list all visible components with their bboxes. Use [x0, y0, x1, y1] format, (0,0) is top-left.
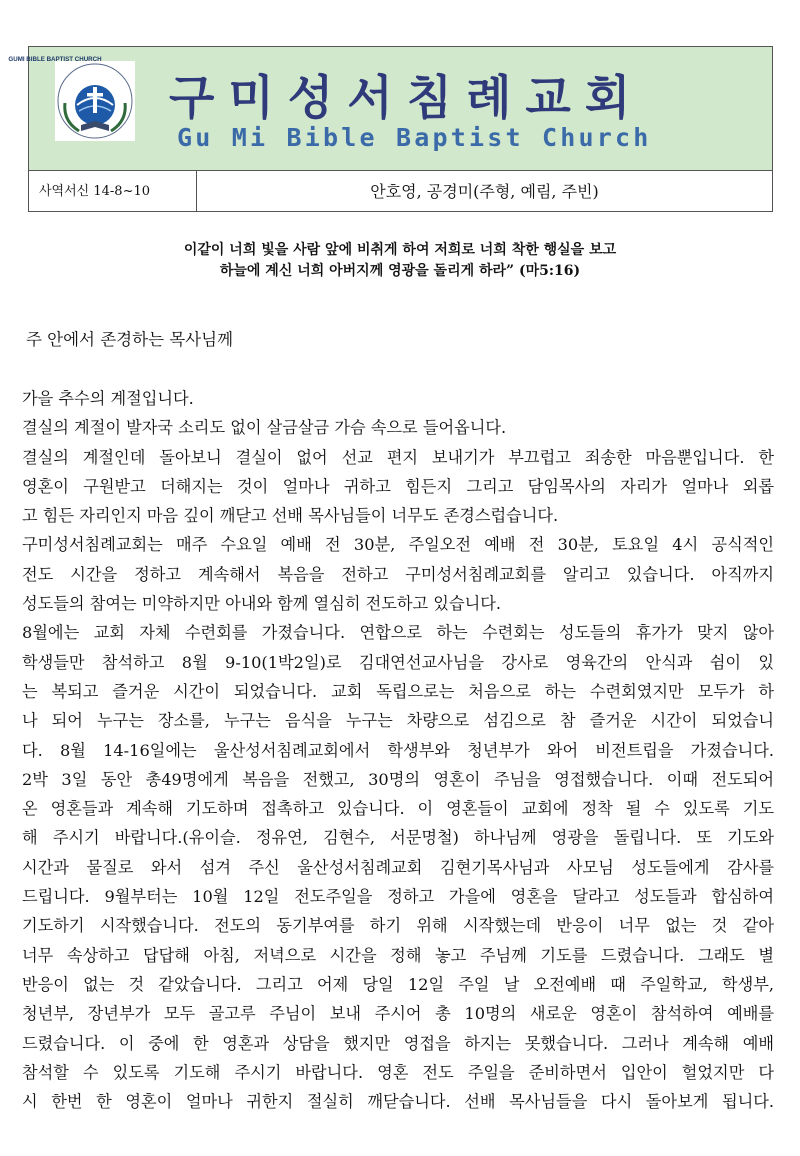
body-line: 드립니다. 9월부터는 10월 12일 전도주일을 정하고 가을에 영혼을 달라고 성도들과 합심하여	[22, 887, 774, 907]
letter-code: 사역서신 14-8~10	[29, 171, 197, 212]
church-title-korean: 구미성서침례교회	[169, 71, 645, 126]
body-line: 시 한번 한 영혼이 얼마나 귀한지 절실히 깨닫습니다. 선배 목사님들을 다시 돌아보게 됩니다.	[22, 1092, 774, 1112]
body-line: 구미성서침례교회는 매주 수요일 예배 전 30분, 주일오전 예배 전 30분, 토요일 4시 공식적인	[22, 535, 774, 555]
verse-line: 이같이 너희 빛을 사람 앞에 비취게 하여 저희로 너희 착한 행실을 보고	[183, 242, 617, 258]
letterhead	[8, 46, 773, 212]
scripture-verse	[0, 240, 800, 282]
body-line: 참석할 수 있도록 기도해 주시기 바랍니다. 영혼 전도 주일을 준비하면서 입안이 헐었지만 다	[22, 1062, 774, 1082]
body-line: 온 영혼들과 계속해 기도하며 접촉하고 있습니다. 이 영혼들이 교회에 정착 될 수 있도록 기도	[22, 799, 774, 819]
body-line: 결실의 계절이 발자국 소리도 없이 살금살금 가슴 속으로 들어옵니다.	[22, 418, 507, 438]
body-line: 나 되어 누구는 장소를, 누구는 음식을 누구는 차량으로 섬김으로 참 즐거운 시간이 되었습니	[22, 711, 774, 731]
missionary-names: 안호영, 공경미(주형, 예림, 주빈)	[370, 182, 599, 201]
letter-info-row	[29, 171, 772, 212]
logo-text: GUMI BIBLE BAPTIST CHURCH	[8, 56, 102, 63]
body-line: 성도들의 참여는 미약하지만 아내와 함께 열심히 전도하고 있습니다.	[22, 594, 502, 614]
church-banner	[8, 47, 772, 171]
body-line: 결실의 계절인데 돌아보니 결실이 없어 선교 편지 보내기가 부끄럽고 죄송한 마음뿐입니다. 한	[22, 447, 774, 467]
body-line: 반응이 없는 것 같았습니다. 그리고 어제 당일 12일 주일 날 오전예배 때 주일학교, 학생부,	[22, 974, 774, 994]
body-line: 가을 추수의 계절입니다.	[22, 389, 194, 408]
body-line: 8월에는 교회 자체 수련회를 가졌습니다. 연합으로 하는 수련회는 성도들의 휴가가 맞지 않아	[22, 623, 774, 643]
greeting: 주 안에서 존경하는 목사님께	[26, 330, 234, 349]
body-line: 고 힘든 자리인지 마음 깊이 깨닫고 선배 목사님들이 너무도 존경스럽습니다.	[22, 506, 559, 526]
church-emblem-icon	[8, 56, 135, 141]
church-title-english: Gu Mi Bible Baptist Church	[177, 123, 652, 152]
body-line: 드렸습니다. 이 중에 한 영혼과 상담을 했지만 영접을 하지는 못했습니다. 그러나 계속해 예배	[22, 1033, 774, 1053]
body-line: 시간과 물질로 와서 섬겨 주신 울산성서침례교회 김현기목사님과 사모님 성도들에게 감사를	[22, 857, 774, 877]
body-line: 해 주시기 바랍니다.(유이슬. 정유연, 김현수, 서문명철) 하나님께 영광을 돌립니다. 또 기도와	[22, 828, 774, 848]
body-line: 영혼이 구원받고 더해지는 것이 얼마나 귀하고 힘든지 그리고 담임목사의 자리가 얼마나 외롭	[22, 476, 774, 496]
body-line: 학생들만 참석하고 8월 9-10(1박2일)로 김대연선교사님을 강사로 영육간의 안식과 쉼이 있	[22, 652, 774, 672]
body-line: 전도 시간을 정하고 계속해서 복음을 전하고 구미성서침례교회를 알리고 있습니다. 아직까지	[22, 564, 774, 584]
verse-line: 하늘에 계신 너희 아버지께 영광을 돌리게 하라” (마5:16)	[219, 263, 581, 279]
body-line: 는 복되고 즐거운 시간이 되었습니다. 교회 독립으로는 처음으로 하는 수련회였지만 모두가 하	[22, 681, 774, 701]
body-line: 다. 8월 14-16일에는 울산성서침례교회에서 학생부와 청년부가 와어 비전트립을 가졌습니다.	[22, 740, 774, 760]
body-line: 2박 3일 동안 총49명에게 복음을 전했고, 30명의 영혼이 주님을 영접했습니다. 이때 전도되어	[22, 769, 774, 789]
body-line: 너무 속상하고 답답해 아침, 저녁으로 시간을 정해 놓고 주님께 기도를 드렸습니다. 그래도 별	[22, 945, 774, 965]
letter-body	[22, 384, 774, 1116]
body-line: 청년부, 장년부가 모두 골고루 주님이 보내 주시어 총 10명의 새로운 영혼이 참석하여 예배를	[22, 1004, 774, 1024]
body-line: 기도하기 시작했습니다. 전도의 동기부여를 하기 위해 시작했는데 반응이 너무 없는 것 같아	[22, 916, 774, 936]
